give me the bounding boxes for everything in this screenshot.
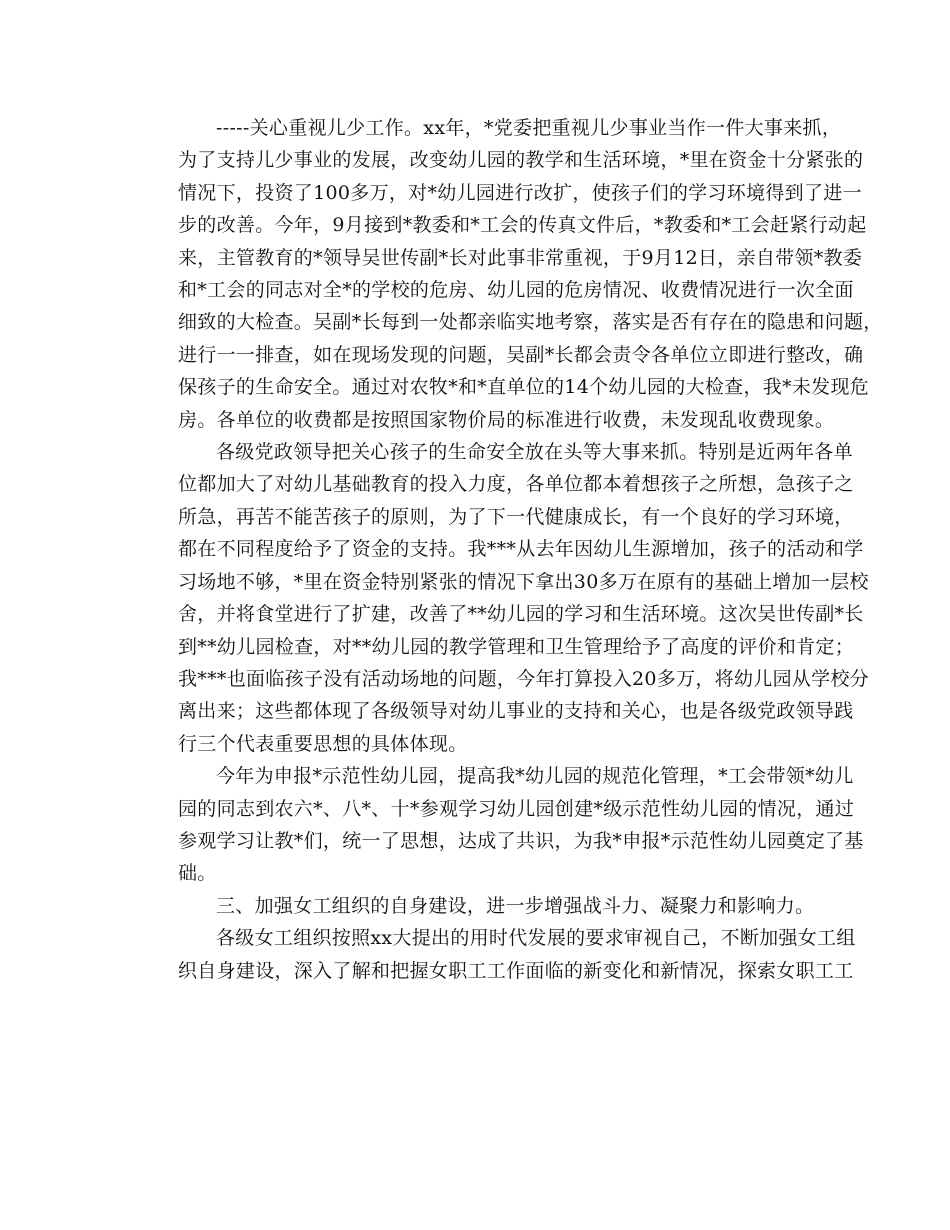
text-line: 房。各单位的收费都是按照国家物价局的标准进行收费，未发现乱收费现象。 <box>178 408 835 431</box>
text-line: -----关心重视儿少工作。xx年，*党委把重视儿少事业当作一件大事来抓， <box>216 117 842 139</box>
text-line: 舍，并将食堂进行了扩建，改善了**幼儿园的学习和生活环境。这次吴世传副*长 <box>178 603 864 626</box>
text-line: 各级党政领导把关心孩子的生命安全放在头等大事来抓。特别是近两年各单 <box>216 441 853 464</box>
text-line: 织自身建设，深入了解和把握女职工工作面临的新变化和新情况，探索女职工工 <box>178 959 854 982</box>
text-line: 参观学习让教*们，统一了思想，达成了共识，为我*申报*示范性幼儿园奠定了基 <box>178 829 864 852</box>
text-line: 园的同志到农六*、八*、十*参观学习幼儿园创建*级示范性幼儿园的情况，通过 <box>178 797 855 820</box>
text-line: 来，主管教育的*领导吴世传副*长对此事非常重视，于9月12日，亲自带领*教委 <box>178 246 863 269</box>
text-line: 三、加强女工组织的自身建设，进一步增强战斗力、凝聚力和影响力。 <box>216 894 815 917</box>
text-line: 础。 <box>178 862 217 885</box>
text-line: 细致的大检查。吴副*长每到一处都亲临实地考察，落实是否有存在的隐患和问题， <box>178 311 883 334</box>
text-line: 各级女工组织按照xx大提出的用时代发展的要求审视自己，不断加强女工组 <box>216 927 856 950</box>
text-line: 进行一一排查，如在现场发现的问题，吴副*长都会责令各单位立即进行整改，确 <box>178 343 864 366</box>
paragraph <box>140 922 856 987</box>
text-line: 和*工会的同志对全*的学校的危房、幼儿园的危房情况、收费情况进行一次全面 <box>178 279 854 302</box>
text-line: 保孩子的生命安全。通过对农牧*和*直单位的14个幼儿园的大检查，我*未发现危 <box>178 376 870 399</box>
text-line: 位都加大了对幼儿基础教育的投入力度，各单位都本着想孩子之所想，急孩子之 <box>178 473 854 496</box>
text-line: 离出来；这些都体现了各级领导对幼儿事业的支持和关心，也是各级党政领导践 <box>178 700 854 723</box>
text-line: 我***也面临孩子没有活动场地的问题，今年打算投入20多万，将幼儿园从学校分 <box>178 667 870 690</box>
text-line: 情况下，投资了100多万，对*幼儿园进行改扩，使孩子们的学习环境得到了进一 <box>178 181 862 204</box>
text-line: 今年为申报*示范性幼儿园，提高我*幼儿园的规范化管理，*工会带领*幼儿 <box>216 765 854 788</box>
paragraph <box>140 760 864 890</box>
text-line: 步的改善。今年，9月接到*教委和*工会的传真文件后，*教委和*工会赶紧行动起 <box>178 214 867 237</box>
text-line: 行三个代表重要思想的具体体现。 <box>178 732 468 755</box>
paragraph <box>140 436 870 760</box>
text-line: 都在不同程度给予了资金的支持。我***从去年因幼儿生源增加，孩子的活动和学 <box>178 538 864 561</box>
text-line: 所急，再苦不能苦孩子的原则，为了下一代健康成长，有一个良好的学习环境， <box>178 505 854 528</box>
document-body <box>140 112 883 987</box>
text-line: 为了支持儿少事业的发展，改变幼儿园的教学和生活环境，*里在资金十分紧张的 <box>178 149 864 172</box>
paragraph <box>140 890 815 922</box>
text-line: 到**幼儿园检查，对**幼儿园的教学管理和卫生管理给予了高度的评价和肯定； <box>178 635 855 658</box>
paragraph <box>140 112 883 436</box>
text-line: 习场地不够，*里在资金特别紧张的情况下拿出30多万在原有的基础上增加一层校 <box>178 570 869 593</box>
